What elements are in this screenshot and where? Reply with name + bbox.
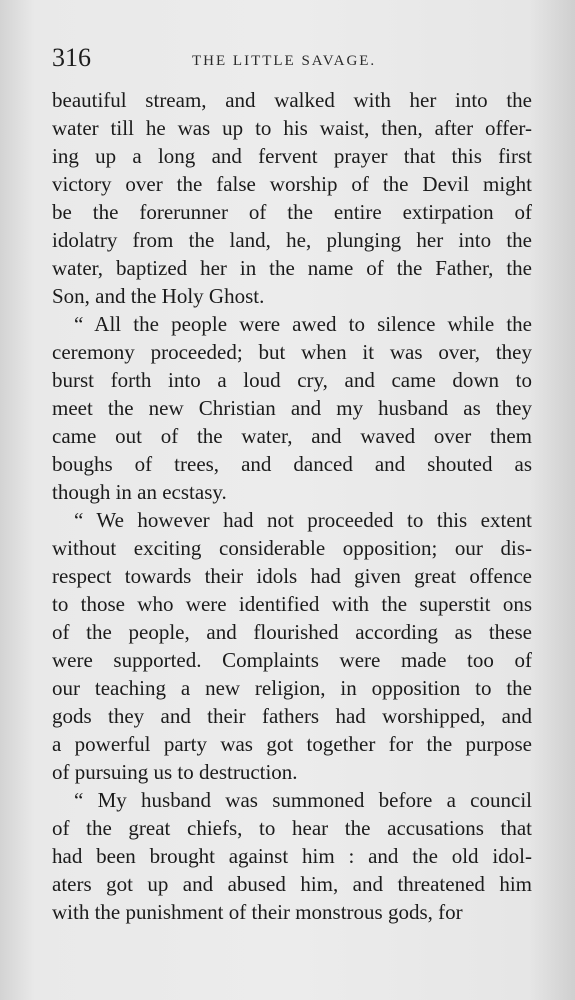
page-header: [52, 40, 532, 80]
text-line: burst forth into a loud cry, and came down to: [52, 368, 532, 392]
text-line: a powerful party was got together for the purpose: [52, 732, 532, 756]
text-line: boughs of trees, and danced and shouted as: [52, 452, 532, 476]
text-line: of the people, and flourished according as these: [52, 620, 532, 644]
text-line: victory over the false worship of the Devil might: [52, 172, 532, 196]
running-title: THE LITTLE SAVAGE.: [192, 53, 377, 69]
text-line: water till he was up to his waist, then, after offer-: [52, 116, 532, 140]
text-line: aters got up and abused him, and threatened him: [52, 872, 532, 896]
text-line: “ We however had not proceeded to this extent: [74, 508, 532, 532]
text-line: beautiful stream, and walked with her into the: [52, 88, 532, 112]
text-line: meet the new Christian and my husband as they: [52, 396, 532, 420]
text-line: of pursuing us to destruction.: [52, 760, 298, 784]
text-line: Son, and the Holy Ghost.: [52, 284, 265, 308]
text-line: water, baptized her in the name of the Father, the: [52, 256, 532, 280]
paragraph: [52, 786, 532, 926]
text-line: be the forerunner of the entire extirpation of: [52, 200, 532, 224]
text-line: with the punishment of their monstrous gods, for: [52, 900, 463, 924]
text-line: idolatry from the land, he, plunging her into the: [52, 228, 532, 252]
text-line: respect towards their idols had given great offence: [52, 564, 532, 588]
text-line: our teaching a new religion, in opposition to the: [52, 676, 532, 700]
paragraph: [52, 86, 532, 310]
page-number: 316: [52, 43, 91, 72]
text-line: were supported. Complaints were made too of: [52, 648, 532, 672]
text-line: of the great chiefs, to hear the accusations that: [52, 816, 532, 840]
text-line: ceremony proceeded; but when it was over, they: [52, 340, 532, 364]
text-line: though in an ecstasy.: [52, 480, 227, 504]
body-text: [52, 86, 532, 926]
paragraph: [52, 506, 532, 786]
text-line: gods they and their fathers had worshipped, and: [52, 704, 532, 728]
text-line: “ My husband was summoned before a council: [74, 788, 532, 812]
text-line: to those who were identified with the superstit ons: [52, 592, 532, 616]
text-line: ing up a long and fervent prayer that this first: [52, 144, 532, 168]
text-line: had been brought against him : and the old idol-: [52, 844, 532, 868]
text-line: without exciting considerable opposition; our dis-: [52, 536, 532, 560]
text-line: “ All the people were awed to silence while the: [74, 312, 532, 336]
text-line: came out of the water, and waved over them: [52, 424, 532, 448]
paragraph: [52, 310, 532, 506]
